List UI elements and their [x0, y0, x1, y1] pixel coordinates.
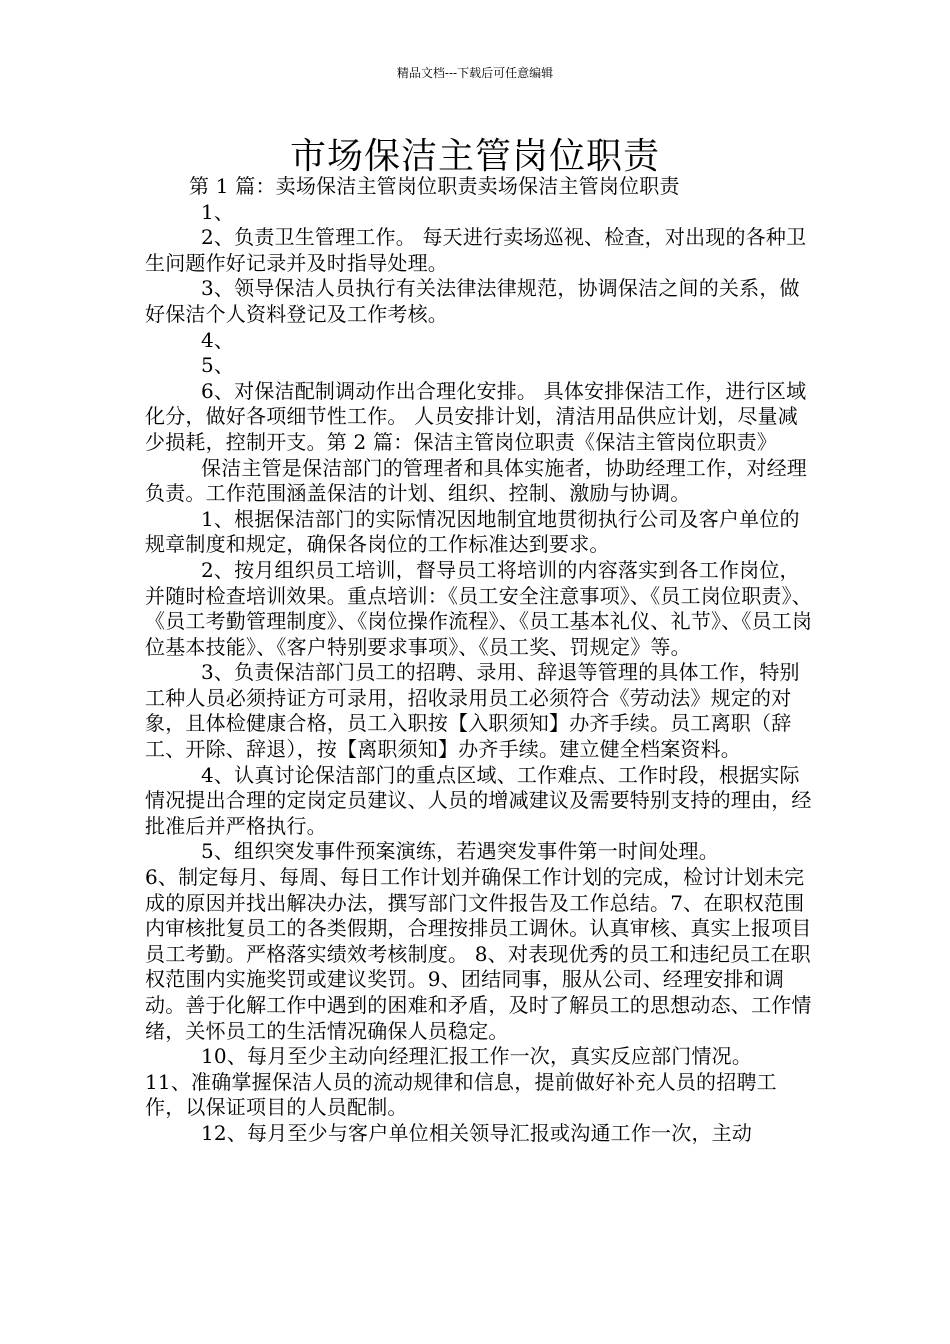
paragraph: 第 1 篇：卖场保洁主管岗位职责卖场保洁主管岗位职责 — [189, 174, 680, 198]
paragraph: 保洁主管是保洁部门的管理者和具体实施者，协助经理工作，对经理负责。工作范围涵盖保洁的计划、组织、控制、激励与协调。 — [145, 455, 807, 506]
paragraph: 12、每月至少与客户单位相关领导汇报或沟通工作一次，主动 — [201, 1120, 753, 1145]
paragraph: 10、每月至少主动向经理汇报工作一次，真实反应部门情况。 — [201, 1044, 753, 1069]
paragraph: 6、对保洁配制调动作出合理化安排。 具体安排保洁工作，进行区域化分，做好各项细节性工作。 人员安排计划，清洁用品供应计划，尽量减少损耗，控制开支。第 2 篇：保洁主管岗位职责《保洁主管岗位职责》 — [145, 378, 807, 454]
document-title: 市场保洁主管岗位职责 — [289, 136, 660, 177]
paragraph: 4、认真讨论保洁部门的重点区域、工作难点、工作时段，根据实际情况提出合理的定岗定员建议、人员的增减建议及需要特别支持的理由，经批准后并严格执行。 — [145, 762, 812, 838]
paragraph: 2、负责卫生管理工作。 每天进行卖场巡视、检查，对出现的各种卫生问题作好记录并及时指导处理。 — [145, 225, 807, 275]
document-body — [145, 174, 817, 1147]
paragraph: 6、制定每月、每周、每日工作计划并确保工作计划的完成，检讨计划未完成的原因并找出解决办法，撰写部门文件报告及工作总结。7、在职权范围内审核批复员工的各类假期，合理按排员工调休。认真审核、真实上报项目员工考勤。严格落实绩效考核制度。 8、对表现优秀的员工和违纪员工在职权范围内实施奖罚或建议奖罚。9、团结同事，服从公司、经理安排和调动。善于化解工作中遇到的困难和矛盾，及时了解员工的思想动态、工作情绪，关怀员工的生活情况确保人员稳定。 — [145, 865, 812, 1043]
paragraph: 5、 — [201, 353, 235, 378]
paragraph: 11、准确掌握保洁人员的流动规律和信息，提前做好补充人员的招聘工作，以保证项目的人员配制。 — [145, 1069, 777, 1120]
paragraph: 1、 — [201, 199, 235, 224]
paragraph: 2、按月组织员工培训，督导员工将培训的内容落实到各工作岗位，并随时检查培训效果。重点培训：《员工安全注意事项》、《员工岗位职责》、《员工考勤管理制度》、《岗位操作流程》、《员工基本礼仪、礼节》、《员工岗位基本技能》、《客户特别要求事项》、《员工奖、罚规定》等。 — [145, 557, 813, 659]
page-header: 精品文档---下载后可任意编辑 — [396, 66, 554, 80]
paragraph: 3、负责保洁部门员工的招聘、录用、辞退等管理的具体工作，特别工种人员必须持证方可录用，招收录用员工必须符合《劳动法》规定的对象，且体检健康合格，员工入职按【入职须知】办齐手续。员工离职（辞工、开除、辞退），按【离职须知】办齐手续。建立健全档案资料。 — [145, 660, 800, 762]
paragraph: 3、领导保洁人员执行有关法律法律规范，协调保洁之间的关系，做好保洁个人资料登记及工作考核。 — [145, 276, 800, 326]
paragraph: 5、组织突发事件预案演练，若遇突发事件第一时间处理。 — [201, 839, 719, 864]
paragraph: 1、根据保洁部门的实际情况因地制宜地贯彻执行公司及客户单位的规章制度和规定，确保各岗位的工作标准达到要求。 — [145, 506, 800, 557]
paragraph: 4、 — [201, 327, 235, 352]
